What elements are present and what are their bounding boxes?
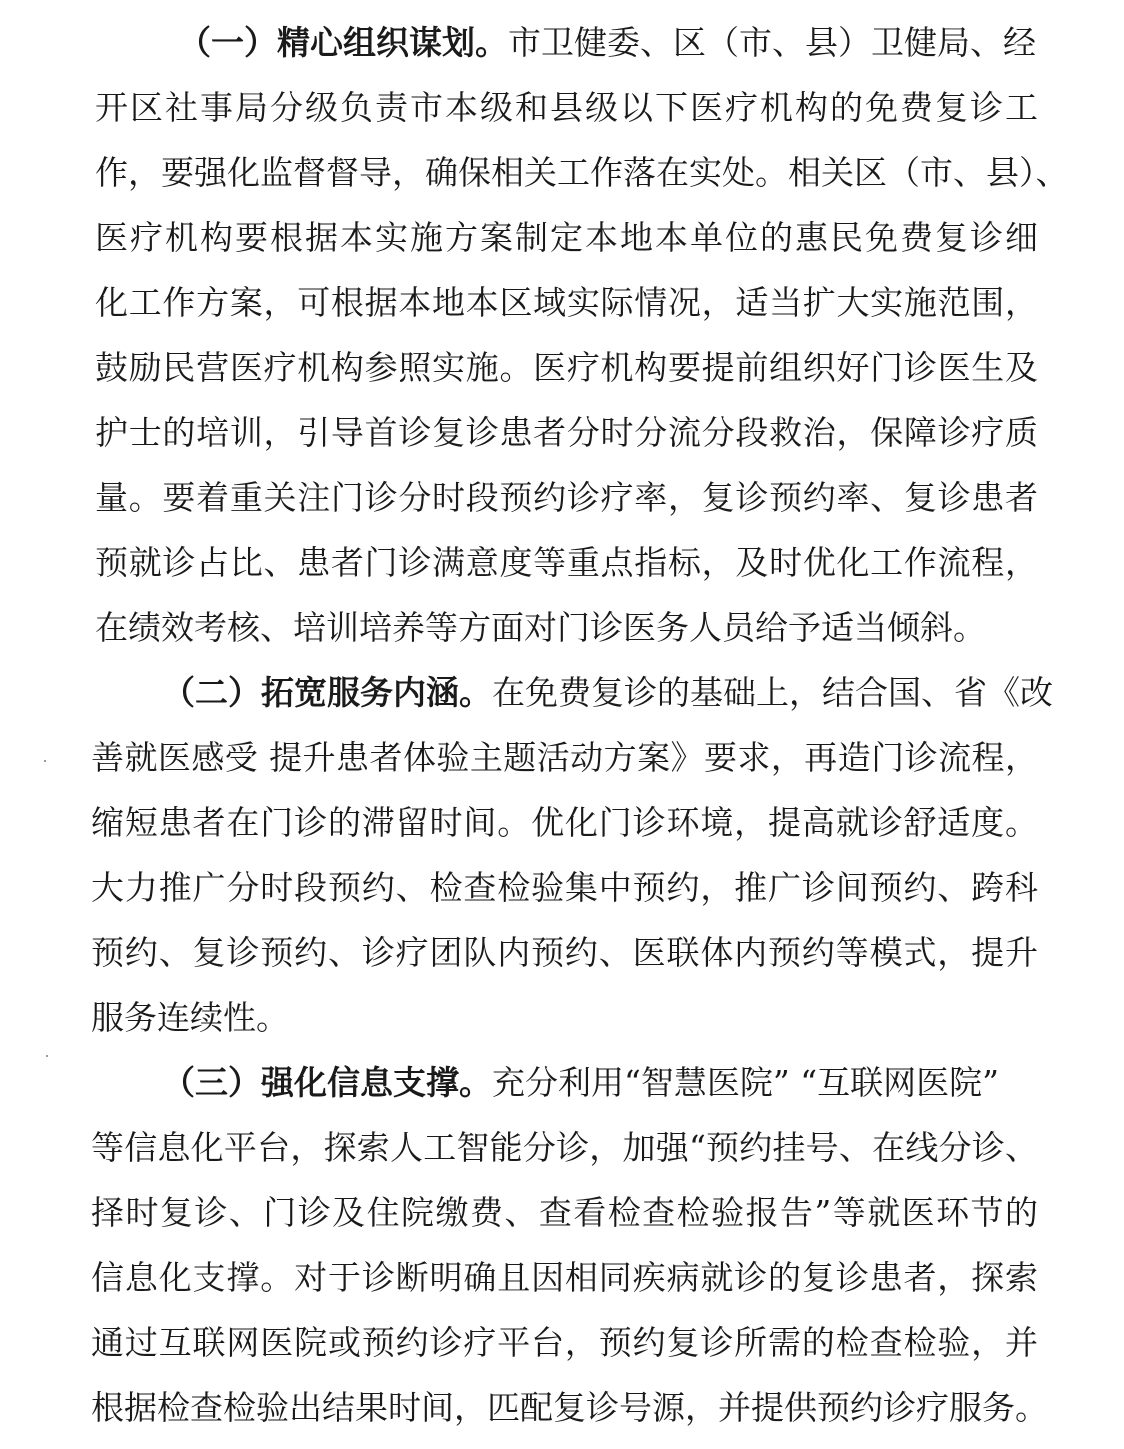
section-2-first-line xyxy=(162,672,1053,714)
section-2-line-3: 缩短患者在门诊的滞留时间。优化门诊环境，提高就诊舒适度。 xyxy=(91,803,1038,842)
section-3-line-6: 根据检查检验出结果时间，匹配复诊号源，并提供预约诊疗服务。 xyxy=(91,1388,1048,1427)
section-1-line-2: 开区社事局分级负责市本级和县级以下医疗机构的免费复诊工 xyxy=(95,88,1038,127)
section-1-line-3: 作，要强化监督督导，确保相关工作落在实处。相关区（市、县）、 xyxy=(95,153,1069,192)
section-3-line-1: 充分利用“智慧医院” “互联网医院” xyxy=(492,1063,999,1102)
section-3-first-line xyxy=(162,1062,1038,1104)
section-3-heading: （三）强化信息支撑。 xyxy=(162,1063,492,1102)
scan-speck xyxy=(44,760,46,762)
section-1-heading: （一）精心组织谋划。 xyxy=(178,23,508,62)
section-1-line-7: 护士的培训，引导首诊复诊患者分时分流分段救治，保障诊疗质 xyxy=(95,413,1038,452)
section-2-heading: （二）拓宽服务内涵。 xyxy=(162,673,492,712)
section-1-line-8: 量。要着重关注门诊分时段预约诊疗率，复诊预约率、复诊患者 xyxy=(95,478,1038,517)
section-3-line-2: 等信息化平台，探索人工智能分诊，加强“预约挂号、在线分诊、 xyxy=(91,1128,1038,1167)
section-1-line-5: 化工作方案，可根据本地本区域实际情况，适当扩大实施范围， xyxy=(95,283,1038,322)
section-3-line-4: 信息化支撑。对于诊断明确且因相同疾病就诊的复诊患者，探索 xyxy=(91,1258,1038,1297)
section-1-first-line xyxy=(178,22,1038,64)
section-2-line-4: 大力推广分时段预约、检查检验集中预约，推广诊间预约、跨科 xyxy=(91,868,1038,907)
section-2-line-5: 预约、复诊预约、诊疗团队内预约、医联体内预约等模式，提升 xyxy=(91,933,1038,972)
section-2-line-2: 善就医感受 提升患者体验主题活动方案》要求，再造门诊流程， xyxy=(91,738,1038,777)
section-2-line-6: 服务连续性。 xyxy=(91,998,289,1037)
section-3-line-5: 通过互联网医院或预约诊疗平台，预约复诊所需的检查检验，并 xyxy=(91,1323,1038,1362)
section-1-line-6: 鼓励民营医疗机构参照实施。医疗机构要提前组织好门诊医生及 xyxy=(95,348,1038,387)
scan-speck xyxy=(46,1055,48,1057)
section-1-line-4: 医疗机构要根据本实施方案制定本地本单位的惠民免费复诊细 xyxy=(95,218,1038,257)
section-1-line-10: 在绩效考核、培训培养等方面对门诊医务人员给予适当倾斜。 xyxy=(95,608,986,647)
section-3-line-3: 择时复诊、门诊及住院缴费、查看检查检验报告”等就医环节的 xyxy=(91,1193,1038,1232)
section-2-line-1: 在免费复诊的基础上，结合国、省《改 xyxy=(492,673,1053,712)
section-1-line-1: 市卫健委、区（市、县）卫健局、经 xyxy=(508,23,1036,62)
section-1-line-9: 预就诊占比、患者门诊满意度等重点指标，及时优化工作流程， xyxy=(95,543,1038,582)
